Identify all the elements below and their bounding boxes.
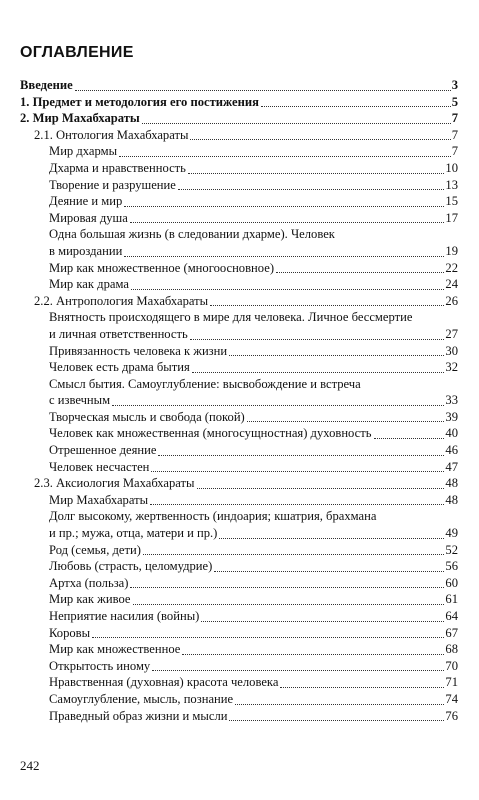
toc-entry-page: 39 [445,409,458,424]
toc-entry-page: 71 [445,675,458,690]
toc-entry-title: Человек несчастен [49,459,150,474]
toc-entry[interactable] [20,608,458,625]
toc-entry-page: 7 [451,144,458,159]
toc-entry[interactable] [20,293,458,310]
toc-entry-title: Мир как множественное [49,642,181,657]
toc-entry-page: 24 [445,277,458,292]
toc-entry-title: 1. Предмет и методология его постижения [20,94,259,109]
toc-entry-title: Неприятие насилия (войны) [49,609,200,623]
toc-entry-page: 32 [445,360,458,375]
toc-entry-title: 2. Мир Махабхараты [20,111,140,126]
dot-leader [143,553,444,555]
toc-entry[interactable] [20,193,458,210]
dot-leader [197,487,445,489]
toc-entry-title: и личная ответственность [49,326,188,341]
toc-entry-title: 2.3. Аксиология Махабхараты [34,476,195,491]
toc-entry-title: Человек есть драма бытия [49,360,190,375]
toc-entry[interactable] [20,210,458,227]
dot-leader [188,172,444,174]
dot-leader [124,205,444,207]
toc-entry[interactable] [20,160,458,177]
toc-entry-title: Артха (польза) [49,575,129,590]
toc-entry-page: 40 [445,426,458,441]
toc-entry-lead: Внятность происходящего в мире для человека. Личное бессмертие [49,310,413,325]
dot-leader [201,620,444,622]
toc-entry-page: 47 [445,459,458,474]
dot-leader [124,255,444,257]
table-of-contents [20,77,458,724]
toc-entry-page: 46 [445,443,458,458]
dot-leader [261,105,451,107]
dot-leader [152,669,444,671]
toc-entry[interactable] [20,708,458,725]
toc-entry[interactable] [20,641,458,658]
toc-entry-page: 22 [445,260,458,275]
dot-leader [131,288,444,290]
toc-entry-page: 67 [445,625,458,640]
toc-entry-title: Нравственная (духовная) красота человека [49,675,279,690]
toc-entry-page: 17 [445,210,458,225]
toc-entry-title: Деяние и мир [49,194,123,209]
toc-entry[interactable] [20,392,458,409]
toc-entry-page: 27 [445,326,458,341]
toc-entry[interactable] [20,459,458,476]
toc-entry[interactable] [20,276,458,293]
toc-entry[interactable] [20,442,458,459]
toc-entry-title: 2.2. Антропология Махабхараты [34,293,209,308]
dot-leader [214,570,444,572]
toc-entry-title: Мир Махабхараты [49,492,149,507]
toc-entry-page: 49 [445,526,458,541]
dot-leader [192,371,445,373]
toc-entry[interactable] [20,359,458,376]
dot-leader [133,603,445,605]
toc-entry-page: 76 [445,708,458,723]
toc-entry-title: с извечным [49,393,111,408]
dot-leader [178,188,445,190]
toc-entry[interactable] [20,691,458,708]
toc-entry-title: Мир как драма [49,277,129,292]
toc-entry-title: Привязанность человека к жизни [49,343,228,358]
toc-entry-title: Коровы [49,625,91,640]
toc-entry-title: Открытость иному [49,658,151,673]
toc-entry-page: 61 [445,592,458,607]
toc-entry-title: Род (семья, дети) [49,542,141,557]
toc-entry-title: Мир как живое [49,592,131,607]
toc-entry-page: 19 [445,243,458,258]
toc-entry-lead: Одна большая жизнь (в следовании дхарме). Человек [49,227,335,242]
toc-entry-title: 2.1. Онтология Махабхараты [34,127,189,142]
toc-entry-title: Самоуглубление, мысль, познание [49,691,234,706]
toc-entry-page: 56 [445,559,458,574]
toc-entry[interactable] [20,326,458,343]
toc-entry-title: в мироздании [49,243,123,258]
toc-entry-title: Мир дхармы [49,144,118,159]
toc-entry[interactable] [20,425,458,442]
toc-entry-page: 68 [445,642,458,657]
toc-entry-page: 15 [445,194,458,209]
toc-entry-lead: Смысл бытия. Самоуглубление: высвобождение и встреча [49,376,361,391]
toc-entry-page: 7 [451,127,458,142]
toc-entry-title: Творение и разрушение [49,177,176,192]
dot-leader [190,138,450,140]
dot-leader [247,420,445,422]
toc-heading: ОГЛАВЛЕНИЕ [20,44,134,61]
toc-entry-title: Введение [20,78,73,92]
dot-leader [75,89,451,91]
dot-leader [130,586,444,588]
toc-entry-page: 48 [445,492,458,507]
dot-leader [190,338,445,340]
dot-leader [229,719,444,721]
toc-entry[interactable] [20,525,458,542]
toc-entry-page: 5 [451,94,458,109]
toc-entry-page: 7 [451,111,458,126]
toc-entry[interactable] [20,177,458,194]
page-number: 242 [20,758,40,773]
toc-entry-lead: Долг высокому, жертвенность (индоария; кшатрия, брахмана [49,509,377,524]
dot-leader [158,454,444,456]
toc-entry-title: Любовь (страсть, целомудрие) [49,559,213,574]
toc-entry[interactable] [20,77,458,94]
toc-entry[interactable] [20,575,458,592]
toc-entry[interactable] [20,625,458,642]
toc-entry-title: Дхарма и нравственность [49,160,186,175]
toc-entry[interactable] [20,658,458,675]
toc-entry-title: Мировая душа [49,210,128,225]
toc-entry-page: 74 [445,691,458,706]
dot-leader [219,537,444,539]
toc-entry-page: 64 [445,609,458,623]
dot-leader [112,404,444,406]
toc-entry[interactable] [20,110,458,127]
toc-entry-title: Творческая мысль и свобода (покой) [49,409,245,424]
toc-entry[interactable] [20,591,458,608]
toc-entry-title: и пр.; мужа, отца, матери и пр.) [49,526,218,541]
dot-leader [276,271,444,273]
toc-entry[interactable] [20,558,458,575]
toc-entry[interactable] [20,243,458,260]
dot-leader [150,503,444,505]
dot-leader [235,703,444,705]
toc-entry-page: 26 [445,293,458,308]
toc-entry[interactable] [20,143,458,160]
dot-leader [92,636,444,638]
toc-entry[interactable] [20,127,458,144]
dot-leader [119,155,451,157]
dot-leader [182,653,444,655]
toc-entry[interactable] [20,475,458,492]
toc-entry-title: Отрешенное деяние [49,443,157,458]
toc-entry[interactable] [20,94,458,111]
dot-leader [130,221,445,223]
toc-entry[interactable] [20,674,458,691]
toc-entry-page: 60 [445,575,458,590]
toc-entry[interactable] [20,260,458,277]
toc-entry-page: 48 [445,476,458,491]
toc-entry[interactable] [20,343,458,360]
toc-entry-page: 3 [451,78,458,92]
toc-entry-page: 30 [445,343,458,358]
dot-leader [374,437,445,439]
toc-entry[interactable] [20,409,458,426]
toc-entry-title: Человек как множественная (многосущностная) духовность [49,426,372,441]
toc-entry-title: Мир как множественное (многоосновное) [49,260,275,275]
toc-entry[interactable] [20,492,458,509]
toc-entry-title: Праведный образ жизни и мысли [49,708,228,723]
dot-leader [229,354,444,356]
toc-entry-page: 70 [445,658,458,673]
toc-entry-page: 52 [445,542,458,557]
dot-leader [142,122,451,124]
toc-entry[interactable] [20,542,458,559]
dot-leader [210,304,444,306]
toc-entry-page: 13 [445,177,458,192]
toc-entry-page: 10 [445,160,458,175]
dot-leader [280,686,444,688]
toc-entry-page: 33 [445,393,458,408]
dot-leader [151,470,444,472]
